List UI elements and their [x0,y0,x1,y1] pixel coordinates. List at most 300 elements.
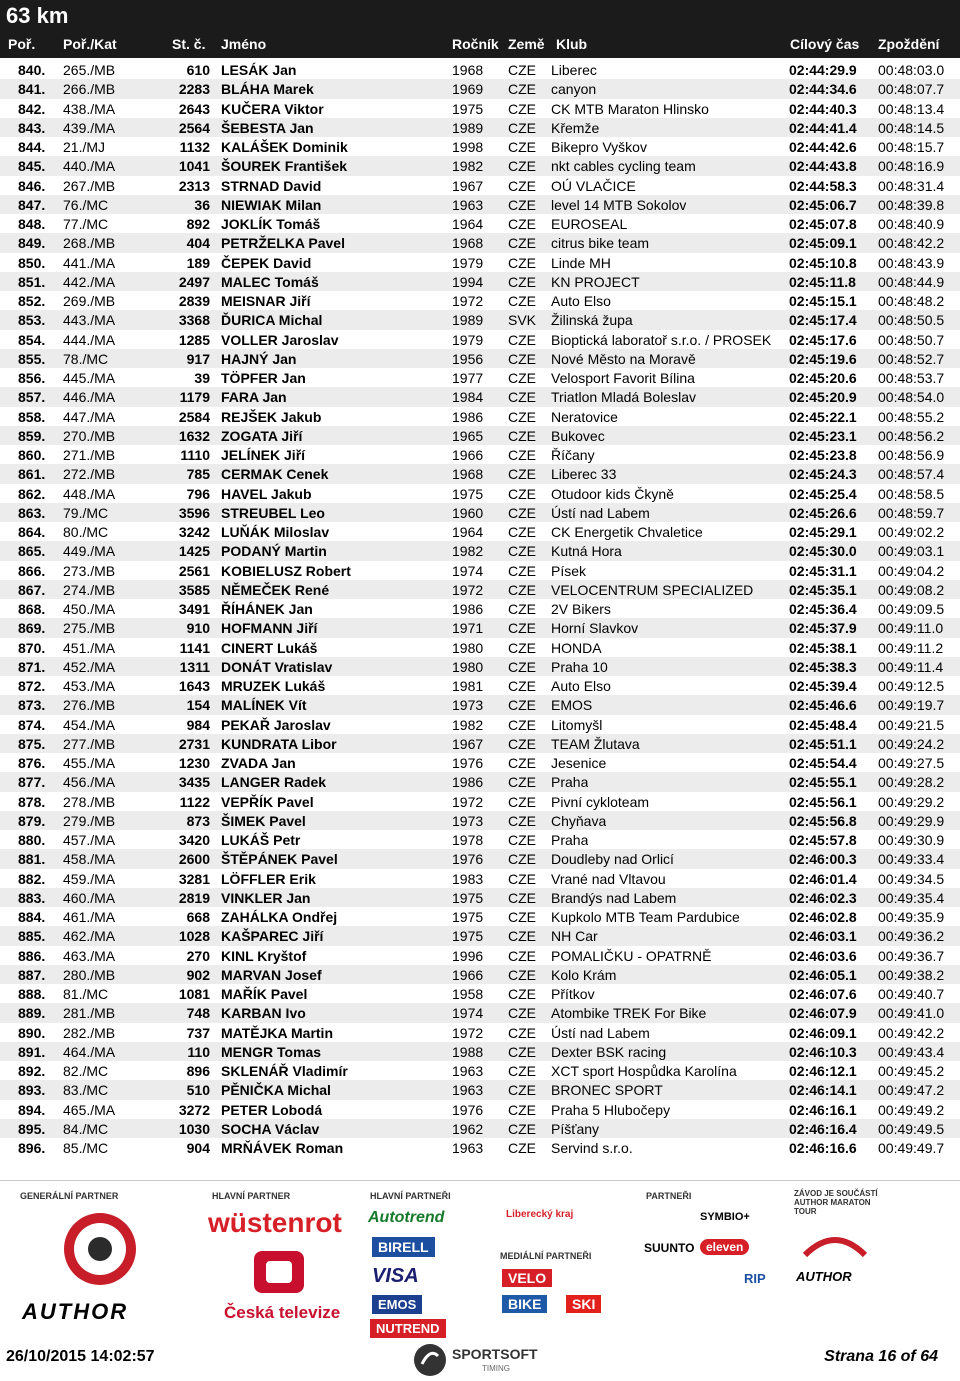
row-category: 464./MA [63,1043,116,1060]
row-club: CK Energetik Chvaletice [551,524,703,540]
row-category: 452./MA [63,658,116,675]
row-name: PODANÝ Martin [221,543,327,560]
row-country: CZE [508,62,536,78]
row-delay: 00:49:47.2 [878,1082,945,1099]
row-finish-time: 02:45:54.4 [789,755,857,771]
row-country: CZE [508,447,536,463]
row-position: 867. [18,581,46,598]
row-start-number: 3435 [178,774,210,791]
row-position: 866. [18,562,46,579]
row-start-number: 189 [186,254,210,271]
row-start-number: 1311 [179,658,210,675]
row-name: DONÁT Vratislav [221,658,333,675]
wustenrot-logo: wüstenrot [208,1207,342,1238]
row-club: Horní Slavkov [551,620,639,637]
row-country: CZE [508,658,536,675]
row-start-number: 2497 [178,273,210,290]
row-club: Otudoor kids Čkyně [551,485,674,502]
row-start-number: 3585 [178,581,210,598]
row-position: 880. [18,832,46,848]
table-row [0,291,960,310]
row-country: CZE [508,1005,536,1022]
row-delay: 00:49:24.2 [878,735,945,752]
table-row [0,214,960,233]
row-finish-time: 02:46:10.3 [789,1043,857,1060]
row-year: 1982 [452,716,484,733]
row-position: 843. [18,119,46,136]
row-year: 1973 [452,697,484,714]
row-position: 841. [18,81,46,98]
row-category: 450./MA [63,601,116,617]
row-finish-time: 02:45:29.1 [789,524,857,540]
row-year: 1966 [452,966,484,983]
row-delay: 00:48:44.9 [878,273,945,290]
row-name: MARVAN Josef [221,966,322,983]
row-delay: 00:48:55.2 [878,408,945,425]
row-year: 1975 [452,889,484,906]
row-country: CZE [508,370,536,386]
row-start-number: 1179 [179,389,210,406]
row-club: OÚ VLAČICE [551,177,636,194]
row-name: VINKLER Jan [221,889,311,906]
row-club: Ústí nad Labem [551,504,650,521]
row-country: CZE [508,909,536,925]
row-start-number: 1028 [178,928,210,945]
row-category: 446./MA [63,389,116,406]
row-name: ĎURICA Michal [221,312,323,329]
row-club: Litomyšl [551,716,603,733]
row-club: Liberec 33 [551,466,617,483]
rip-logo: RIP [744,1271,766,1286]
row-country: CZE [508,81,536,98]
suunto-logo: SUUNTO [644,1241,695,1255]
table-row [0,561,960,580]
row-position: 889. [18,1005,46,1022]
row-year: 1974 [452,562,484,579]
row-club: Píšťany [551,1120,600,1137]
row-name: LESÁK Jan [221,62,297,78]
row-name: TÖPFER Jan [221,370,306,386]
row-start-number: 748 [186,1005,210,1022]
table-row [0,599,960,618]
row-year: 1988 [452,1043,484,1060]
row-position: 868. [18,601,46,617]
row-position: 887. [18,966,46,983]
table-row [0,869,960,888]
row-club: Kutná Hora [551,543,622,560]
row-start-number: 892 [186,216,210,232]
row-category: 83./MC [63,1082,109,1099]
row-position: 851. [18,273,46,290]
row-country: CZE [508,1120,536,1137]
row-year: 1972 [452,581,484,598]
row-category: 81./MC [63,986,109,1002]
row-country: CZE [508,466,536,483]
row-name: MRŇÁVEK Roman [221,1140,344,1156]
row-name: ŘÍHÁNEK Jan [221,601,313,617]
row-country: CZE [508,986,536,1002]
table-row [0,1080,960,1099]
row-finish-time: 02:45:46.6 [789,697,857,714]
row-year: 1958 [452,986,484,1002]
row-country: CZE [508,678,536,694]
row-finish-time: 02:45:35.1 [789,581,857,598]
row-club: Praha 5 Hlubočepy [551,1101,671,1118]
row-year: 1982 [452,543,484,560]
row-year: 1979 [452,331,484,348]
row-finish-time: 02:45:17.6 [789,331,857,348]
row-delay: 00:48:16.9 [878,158,945,175]
row-category: 274./MB [63,581,116,598]
row-club: Ústí nad Labem [551,1024,650,1041]
table-row [0,618,960,637]
row-start-number: 2564 [178,119,210,136]
row-club: Auto Elso [551,293,611,309]
row-start-number: 3368 [178,312,210,329]
row-delay: 00:48:43.9 [878,254,945,271]
row-start-number: 39 [194,370,210,386]
row-delay: 00:49:27.5 [878,755,945,771]
row-club: Bikepro Vyškov [551,139,647,155]
row-country: CZE [508,755,536,771]
row-country: CZE [508,119,536,136]
row-finish-time: 02:45:19.6 [789,350,857,367]
row-finish-time: 02:45:24.3 [789,466,857,483]
row-name: MEISNAR Jiří [221,293,311,309]
row-delay: 00:49:36.7 [878,947,945,964]
row-year: 1968 [452,466,484,483]
row-finish-time: 02:44:29.9 [789,62,857,78]
row-category: 453./MA [63,678,116,694]
table-row [0,310,960,329]
row-country: CZE [508,716,536,733]
row-club: Brandýs nad Labem [551,889,677,906]
row-country: CZE [508,350,536,367]
ct-logo: Česká televize [224,1303,341,1322]
row-finish-time: 02:45:37.9 [789,620,857,637]
nutrend-logo: NUTREND [370,1319,446,1338]
row-country: CZE [508,620,536,637]
row-category: 440./MA [63,158,116,175]
row-name: LÖFFLER Erik [221,870,316,887]
row-year: 1973 [452,812,484,829]
row-category: 451./MA [63,639,116,656]
row-name: LUŇÁK Miloslav [221,524,330,540]
results-header [0,0,960,58]
table-row [0,464,960,483]
row-position: 846. [18,177,46,194]
row-year: 1976 [452,851,484,868]
column-headers [0,34,960,56]
row-year: 1979 [452,254,484,271]
row-delay: 00:49:33.4 [878,851,945,868]
row-name: BLÁHA Marek [221,81,314,98]
col-por: Poř. [8,36,36,52]
row-name: SOCHA Václav [221,1120,320,1137]
row-country: CZE [508,216,536,232]
main-partners-label: HLAVNÍ PARTNEŘI [370,1191,451,1201]
row-position: 854. [18,331,46,348]
table-row [0,1023,960,1042]
row-name: STREUBEL Leo [221,504,325,521]
row-year: 1986 [452,601,484,617]
row-delay: 00:49:02.2 [878,524,945,540]
row-category: 280./MB [63,966,116,983]
row-finish-time: 02:46:14.1 [789,1082,857,1099]
row-finish-time: 02:46:07.6 [789,986,857,1002]
row-delay: 00:49:11.0 [878,620,944,637]
row-delay: 00:48:53.7 [878,370,945,386]
row-finish-time: 02:44:43.8 [789,158,857,175]
row-start-number: 1030 [178,1120,210,1137]
row-category: 84./MC [63,1120,109,1137]
row-name: ŠEBESTA Jan [221,119,314,136]
row-category: 447./MA [63,408,116,425]
row-position: 885. [18,928,46,945]
row-year: 1972 [452,1024,484,1041]
row-start-number: 1081 [178,986,210,1002]
row-delay: 00:48:56.2 [878,427,945,444]
row-start-number: 3272 [178,1101,210,1118]
row-year: 1984 [452,389,484,406]
row-country: CZE [508,774,536,791]
row-club: Servind s.r.o. [551,1140,633,1156]
row-category: 444./MA [63,331,116,348]
col-zpozdeni: Zpoždění [878,36,940,52]
table-row [0,503,960,522]
media-partners-label: MEDIÁLNÍ PARTNEŘI [500,1251,592,1261]
row-category: 78./MC [63,350,109,367]
row-name: ŠTĚPÁNEK Pavel [221,851,338,868]
row-start-number: 668 [186,909,210,925]
row-category: 445./MA [63,370,116,386]
row-start-number: 2313 [178,177,210,194]
row-start-number: 2643 [178,100,210,117]
row-country: CZE [508,485,536,502]
row-delay: 00:48:03.0 [878,62,945,78]
row-category: 459./MA [63,870,116,887]
row-finish-time: 02:45:30.0 [789,543,857,560]
row-category: 449./MA [63,543,116,560]
row-delay: 00:49:45.2 [878,1063,945,1079]
row-start-number: 1230 [178,755,210,771]
row-country: CZE [508,601,536,617]
row-finish-time: 02:45:22.1 [789,408,857,425]
row-position: 894. [18,1101,46,1118]
table-row [0,580,960,599]
row-year: 1968 [452,235,484,252]
row-delay: 00:49:09.5 [878,601,945,617]
liberecky-kraj-logo: Liberecký kraj [506,1209,574,1220]
row-country: CZE [508,543,536,560]
row-category: 439./MA [63,119,116,136]
row-delay: 00:48:40.9 [878,216,945,232]
row-finish-time: 02:45:11.8 [789,273,856,290]
row-year: 1975 [452,928,484,945]
row-country: CZE [508,254,536,271]
row-start-number: 1285 [178,331,210,348]
row-category: 442./MA [63,273,116,290]
race-title: 63 km [6,3,69,28]
row-country: CZE [508,1043,536,1060]
row-year: 1986 [452,774,484,791]
row-country: CZE [508,889,536,906]
row-club: Písek [551,562,587,579]
row-name: KALÁŠEK Dominik [221,139,348,155]
row-year: 1964 [452,216,484,232]
table-row [0,156,960,175]
row-club: Praha [551,774,589,791]
row-club: level 14 MTB Sokolov [551,196,687,213]
row-finish-time: 02:45:48.4 [789,716,857,733]
row-finish-time: 02:45:55.1 [789,774,857,791]
row-country: CZE [508,177,536,194]
row-finish-time: 02:44:40.3 [789,100,857,117]
row-start-number: 2561 [178,562,210,579]
row-finish-time: 02:46:05.1 [789,966,857,983]
row-start-number: 2600 [178,851,210,868]
table-row [0,676,960,695]
row-name: MAŘÍK Pavel [221,986,308,1002]
row-name: KAŠPAREC Jiří [221,928,324,945]
row-year: 1975 [452,100,484,117]
row-category: 271./MB [63,447,116,463]
row-delay: 00:49:04.2 [878,562,945,579]
row-club: HONDA [551,639,602,656]
row-country: CZE [508,235,536,252]
row-country: CZE [508,793,536,810]
row-category: 268./MB [63,235,116,252]
row-country: CZE [508,581,536,598]
author-tour-logo: AUTHOR [796,1269,852,1284]
row-year: 1963 [452,196,484,213]
row-start-number: 610 [186,62,210,78]
row-finish-time: 02:45:07.8 [789,216,857,232]
row-start-number: 737 [186,1024,210,1041]
row-position: 861. [18,466,46,483]
row-delay: 00:48:50.7 [878,331,945,348]
row-year: 1963 [452,1140,484,1156]
row-club: XCT sport Hospůdka Karolína [551,1063,737,1079]
row-country: CZE [508,139,536,155]
author-logo: AUTHOR [22,1299,129,1324]
row-finish-time: 02:45:56.1 [789,793,857,810]
row-club: Liberec [551,62,597,78]
table-row [0,79,960,98]
row-position: 856. [18,370,46,386]
row-position: 891. [18,1043,46,1060]
row-year: 1981 [452,678,484,694]
eleven-logo: eleven [700,1239,749,1255]
row-delay: 00:48:48.2 [878,293,945,309]
row-start-number: 2839 [178,293,210,309]
row-club: Přítkov [551,986,595,1002]
table-row [0,657,960,676]
row-finish-time: 02:45:15.1 [789,293,857,309]
sponsor-banner [0,1180,960,1341]
row-position: 847. [18,196,46,213]
table-row [0,965,960,984]
row-year: 1965 [452,427,484,444]
table-row [0,60,960,79]
row-position: 890. [18,1024,46,1041]
row-category: 456./MA [63,774,116,791]
row-club: Triatlon Mladá Boleslav [551,389,696,406]
row-finish-time: 02:45:36.4 [789,601,857,617]
row-category: 80./MC [63,524,109,540]
sportsoft-brand [412,1340,562,1380]
table-row [0,137,960,156]
table-row [0,1119,960,1138]
row-start-number: 873 [186,812,210,829]
row-delay: 00:49:30.9 [878,832,945,848]
row-year: 1956 [452,350,484,367]
table-row [0,253,960,272]
table-row [0,984,960,1003]
row-club: Říčany [551,447,595,463]
row-finish-time: 02:46:01.4 [789,870,857,887]
row-country: CZE [508,196,536,213]
row-category: 455./MA [63,755,116,771]
row-position: 859. [18,427,46,444]
general-partner-label: GENERÁLNÍ PARTNER [20,1191,119,1201]
row-country: CZE [508,158,536,175]
row-name: FARA Jan [221,389,287,406]
row-start-number: 3281 [178,870,210,887]
ski-logo: SKI [566,1295,601,1313]
col-st: St. č. [172,36,206,52]
row-position: 875. [18,735,46,752]
row-name: MRUZEK Lukáš [221,678,326,694]
row-position: 848. [18,216,46,232]
row-delay: 00:49:11.4 [878,658,944,675]
row-start-number: 902 [186,966,210,983]
row-club: Doudleby nad Orlicí [551,851,674,868]
row-name: HAJNÝ Jan [221,350,297,367]
row-delay: 00:49:35.4 [878,889,945,906]
row-category: 463./MA [63,947,116,964]
row-position: 881. [18,851,46,868]
row-club: Praha [551,832,589,848]
row-start-number: 3420 [178,832,210,848]
row-year: 1975 [452,909,484,925]
row-country: CZE [508,1082,536,1099]
row-country: CZE [508,331,536,348]
row-delay: 00:48:14.5 [878,119,945,136]
row-position: 871. [18,658,46,675]
row-year: 1972 [452,793,484,810]
row-club: Žilinská župa [551,312,633,329]
row-category: 273./MB [63,562,116,579]
row-finish-time: 02:44:34.6 [789,81,857,98]
table-row [0,1138,960,1157]
col-rocnik: Ročník [452,36,499,52]
row-year: 1971 [452,620,484,637]
row-delay: 00:49:49.5 [878,1120,945,1137]
table-row [0,1003,960,1022]
row-delay: 00:49:34.5 [878,870,945,887]
row-delay: 00:48:15.7 [878,139,945,155]
row-finish-time: 02:45:10.8 [789,254,857,271]
row-position: 886. [18,947,46,964]
row-finish-time: 02:45:51.1 [789,735,857,752]
row-start-number: 3596 [178,504,210,521]
row-finish-time: 02:45:26.6 [789,504,857,521]
table-row [0,522,960,541]
row-finish-time: 02:45:25.4 [789,485,857,502]
row-delay: 00:49:29.9 [878,812,945,829]
row-club: KN PROJECT [551,273,640,290]
